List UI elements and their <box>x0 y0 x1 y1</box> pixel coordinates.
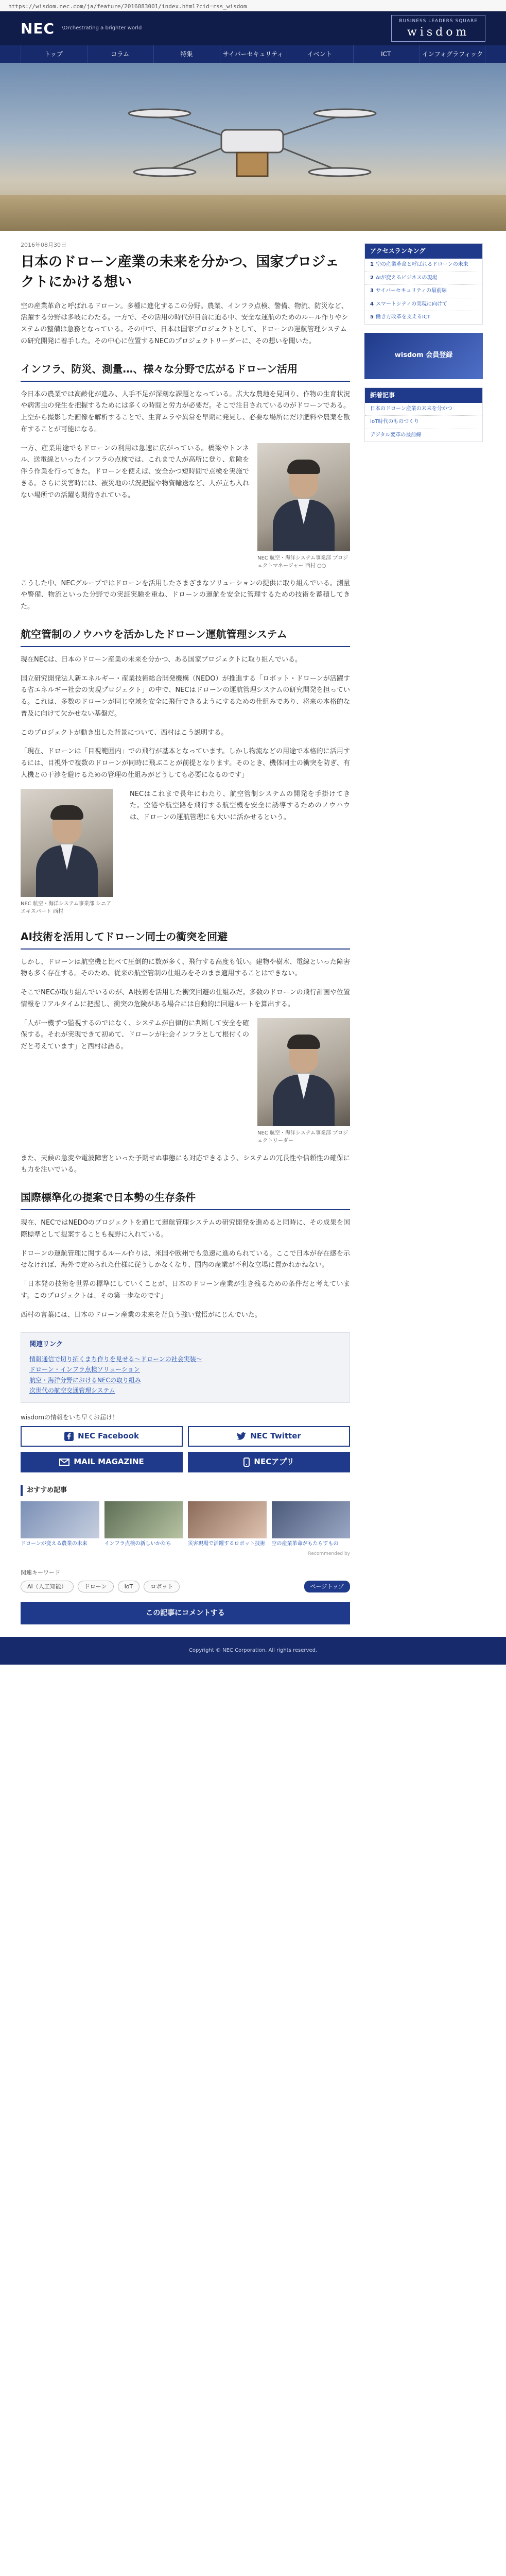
portrait-figure <box>257 1018 350 1145</box>
ranking-title: アクセスランキング <box>365 244 482 259</box>
portrait-photo <box>257 443 350 551</box>
app-label: NECアプリ <box>254 1457 294 1467</box>
mail-icon <box>59 1459 69 1466</box>
follow-buttons <box>21 1426 350 1472</box>
sidebar <box>364 240 483 1637</box>
recommended-thumbnail <box>104 1501 183 1538</box>
related-link[interactable]: 情報通信で切り拓くまち作りを見せる〜ドローンの社会実装〜 <box>29 1355 202 1363</box>
section-title: AI技術を活用してドローン同士の衝突を回避 <box>21 929 350 950</box>
related-link[interactable]: 航空・海洋分野におけるNECの取り組み <box>29 1376 141 1384</box>
wisdom-logo-small: BUSINESS LEADERS SQUARE <box>399 18 478 24</box>
drone-icon <box>118 83 386 202</box>
recommended-item[interactable] <box>272 1501 351 1548</box>
nav-item-top[interactable]: トップ <box>21 45 86 63</box>
paragraph: 現在NECは、日本のドローン産業の未来を分かつ、ある国家プロジェクトに取り組んでいる。 <box>21 655 302 664</box>
paragraph: 今日本の農業では高齢化が進み、人手不足が深刻な課題となっている。広大な農地を見回り、作物の生育状況や病害虫の発生を把握するためには多くの時間と労力が必要だ。そこで注目されているのがドローンである。上空から撮影した画像を解析することで、生育ムラや異常を早期に発見し、必要な場所にだけ肥料や農薬を散布することが可能になる。 <box>21 390 350 433</box>
global-nav <box>0 45 506 63</box>
article <box>21 240 350 1637</box>
recommended-title-text: 空の産業革命がもたらすもの <box>271 1541 339 1547</box>
new-article-item[interactable]: IoT時代のものづくり <box>365 416 482 429</box>
keyword-tag[interactable]: ロボット <box>144 1581 180 1592</box>
mail-magazine-label: MAIL MAGAZINE <box>74 1457 144 1467</box>
paragraph: 「人が一機ずつ監視するのではなく、システムが自律的に判断して安全を確保する。それが実現できて初めて、ドローンが社会インフラとして根付くのだと考えています」と西村は語る。 <box>21 1019 249 1051</box>
app-button[interactable] <box>188 1452 350 1472</box>
ranking-box <box>364 243 483 325</box>
paragraph: 一方、産業用途でもドローンの利用は急速に広がっている。橋梁やトンネル、送電線といったインフラの点検では、これまで人が高所に登り、危険を伴う作業を行ってきた。ドローンを使えば、安全かつ短時間で点検を実施できる。さらに災害時には、被災地の状況把握や物資輸送など、人が立ち入れない場所での活躍も期待されている。 <box>21 444 249 499</box>
recommended-title-text: 災害現場で活躍するロボット技術 <box>188 1541 265 1547</box>
twitter-icon <box>237 1432 246 1440</box>
section-title: 航空管制のノウハウを活かしたドローン運航管理システム <box>21 626 350 647</box>
recommended-item[interactable] <box>188 1501 267 1548</box>
comment-button[interactable]: この記事にコメントする <box>21 1602 350 1624</box>
recommended-title-text: ドローンが変える農業の未来 <box>21 1541 88 1547</box>
wisdom-logo[interactable] <box>391 15 485 42</box>
article-lead: 空の産業革命と呼ばれるドローン。多種に進化するこの分野。農業、インフラ点検、警備、物流、防災など、活躍する分野は多岐にわたる。一方で、その活用の時代が目前に迫る中、安全な運航のためのルール作りやシステムの整備は急務となっている。その中で、日本は国家プロジェクトとして、ドローンの運航管理システムの研究開発に着手した。その中心に位置するNECのプロジェクトリーダーに、その想いを聞いた。 <box>21 302 348 345</box>
keyword-tag[interactable]: AI（人工知能） <box>21 1581 74 1592</box>
nec-logo[interactable]: NEC <box>21 20 55 37</box>
recommended-thumbnail <box>21 1501 99 1538</box>
paragraph: 西村の言葉には、日本のドローン産業の未来を背負う強い覚悟がにじんでいた。 <box>21 1311 261 1319</box>
facebook-label: NEC Facebook <box>78 1431 139 1441</box>
new-articles-title: 新着記事 <box>365 388 482 403</box>
recommended-thumbnail <box>272 1501 351 1538</box>
page-title: 日本のドローン産業の未来を分かつ、国家プロジェクトにかける想い <box>21 254 339 291</box>
recommended-title: おすすめ記事 <box>21 1485 350 1497</box>
figure-row <box>21 1018 350 1145</box>
figure-caption: NEC 航空・海洋システム事業部 プロジェクトマネージャー 西村 ○○ <box>257 555 348 569</box>
new-article-item[interactable]: デジタル変革の最前線 <box>370 432 422 438</box>
related-link[interactable]: ドローン・インフラ点検ソリューション <box>29 1366 140 1374</box>
keywords-title: 関連キーワード <box>21 1569 60 1576</box>
keyword-tag[interactable]: IoT <box>118 1581 140 1592</box>
ranking-item[interactable]: 4 スマートシティの実現に向けて <box>365 298 482 312</box>
portrait-photo <box>21 789 113 897</box>
paragraph: また、天候の急変や電波障害といった予期せぬ事態にも対応できるよう、システムの冗長性や信頼性の確保にも力を注いでいる。 <box>21 1154 350 1174</box>
ranking-item[interactable]: 5 働き方改革を支えるICT <box>370 314 431 320</box>
paragraph: ドローンの運航管理に関するルール作りは、米国や欧州でも急速に進められている。ここで日本が存在感を示せなければ、海外で定められた仕様に従うしかなくなり、国内の産業が不利な立場に置かれかねない。 <box>21 1249 350 1269</box>
related-link[interactable]: 次世代の航空交通管理システム <box>29 1387 115 1395</box>
paragraph: しかし、ドローンは航空機と比べて圧倒的に数が多く、飛行する高度も低い。建物や樹木、電線といった障害物も多く存在する。そのため、従来の航空管制の仕組みをそのまま適用することはできない。 <box>21 958 350 978</box>
figure-caption: NEC 航空・海洋システム事業部 プロジェクトリーダー <box>257 1130 348 1144</box>
paragraph: そこでNECが取り組んでいるのが、AI技術を活用した衝突回避の仕組みだ。多数のドローンの飛行計画や位置情報をリアルタイムに把握し、衝突の危険がある場合には自動的に回避ルートを算出する。 <box>21 989 350 1008</box>
recommended-item[interactable] <box>104 1501 183 1548</box>
nav-item-feature[interactable]: 特集 <box>153 45 219 63</box>
brand <box>21 16 142 41</box>
figure-row <box>21 789 350 916</box>
nav-item-column[interactable]: コラム <box>87 45 152 63</box>
portrait-photo <box>257 1018 350 1126</box>
smartphone-icon <box>243 1458 250 1467</box>
portrait-figure <box>257 443 350 570</box>
ranking-item[interactable]: 2 AIが変えるビジネスの現場 <box>365 272 482 285</box>
section-title: インフラ、防災、測量…、様々な分野で広がるドローン活用 <box>21 361 350 382</box>
paragraph: NECはこれまで長年にわたり、航空管制システムの開発を手掛けてきた。空港や航空路を飛行する航空機を安全に誘導するためのノウハウは、ドローンの運航管理にも大いに活かせるという。 <box>130 790 350 822</box>
ranking-item[interactable]: 1 空の産業革命と呼ばれるドローンの未来 <box>365 259 482 272</box>
recommended-item[interactable] <box>21 1501 99 1548</box>
nav-item-ict[interactable]: ICT <box>353 45 418 63</box>
ranking-item[interactable]: 3 サイバーセキュリティの最前線 <box>365 285 482 298</box>
related-links-title: 関連リンク <box>29 1341 63 1349</box>
portrait-figure <box>21 789 113 916</box>
paragraph: このプロジェクトが動き出した背景について、西村はこう説明する。 <box>21 728 228 737</box>
figure-row <box>21 443 350 570</box>
twitter-label: NEC Twitter <box>250 1431 301 1441</box>
article-date: 2016年08月30日 <box>21 242 66 248</box>
facebook-button[interactable] <box>21 1426 183 1447</box>
page-body <box>0 231 506 1637</box>
tagline: \Orchestrating a brighter world <box>62 25 142 31</box>
related-links <box>21 1332 350 1402</box>
mail-magazine-button[interactable] <box>21 1452 183 1472</box>
twitter-button[interactable] <box>188 1426 350 1447</box>
new-article-item[interactable]: 日本のドローン産業の未来を分かつ <box>365 403 482 416</box>
recommended-thumbnail <box>188 1501 267 1538</box>
url-bar[interactable]: https://wisdom.nec.com/ja/feature/2016083001/index.html?cid=rss_wisdom <box>0 0 506 11</box>
site-footer <box>0 1637 506 1665</box>
nav-item-security[interactable]: サイバーセキュリティ <box>220 45 285 63</box>
member-banner[interactable]: wisdom 会員登録 <box>364 333 483 379</box>
recommended-list <box>21 1501 350 1548</box>
new-articles-box <box>364 387 483 443</box>
recommendation-credit: Recommended by <box>308 1551 350 1556</box>
figure-caption: NEC 航空・海洋システム事業部 シニアエキスパート 西村 <box>21 901 112 914</box>
paragraph: こうした中、NECグループではドローンを活用したさまざまなソリューションの提供に取り組んでいる。測量や警備、物流といった分野での実証実験を重ね、ドローンの運航を安全に管理するための技術を蓄積してきた。 <box>21 579 350 611</box>
wisdom-logo-big: wisdom <box>407 25 470 39</box>
keyword-tags <box>21 1581 350 1592</box>
copyright: Copyright © NEC Corporation. All rights reserved. <box>188 1648 318 1654</box>
keyword-tag[interactable]: ドローン <box>78 1581 114 1592</box>
page-top-button[interactable]: ページトップ <box>304 1581 350 1592</box>
hero-image <box>0 63 506 231</box>
section-title: 国際標準化の提案で日本勢の生存条件 <box>21 1190 350 1210</box>
facebook-icon <box>64 1432 74 1441</box>
site-header <box>0 11 506 45</box>
paragraph: 現在、NECではNEDOのプロジェクトを通じて運航管理システムの研究開発を進めると同時に、その成果を国際標準として提案することも視野に入れている。 <box>21 1219 350 1239</box>
paragraph: 「現在、ドローンは「目視範囲内」での飛行が基本となっています。しかし物流などの用途で本格的に活用するには、目視外で複数のドローンが同時に飛ぶことが前提となります。そのとき、機体同士の衝突を防ぎ、有人機との干渉を避けるための管理の仕組みがどうしても必要になるのです」 <box>21 748 350 779</box>
nav-item-infographics[interactable]: インフォグラフィック <box>420 45 485 63</box>
follow-title: wisdomの情報をいち早くお届け！ <box>21 1413 119 1421</box>
paragraph: 「日本発の技術を世界の標準にしていくことが、日本のドローン産業が生き残るための条件だと考えています。このプロジェクトは、その第一歩なのです」 <box>21 1280 350 1300</box>
paragraph: 国立研究開発法人新エネルギー・産業技術総合開発機構（NEDO）が推進する「ロボット・ドローンが活躍する省エネルギー社会の実現プロジェクト」の中で、NECはドローンの運航管理システムの研究開発を担っている。これは、多数のドローンが同じ空域を安全に飛行できるようにするための仕組みであり、将来の本格的な普及に向けて欠かせない基盤だ。 <box>21 674 350 718</box>
nav-item-event[interactable]: イベント <box>287 45 352 63</box>
recommended-title-text: インフラ点検の新しいかたち <box>104 1541 171 1547</box>
